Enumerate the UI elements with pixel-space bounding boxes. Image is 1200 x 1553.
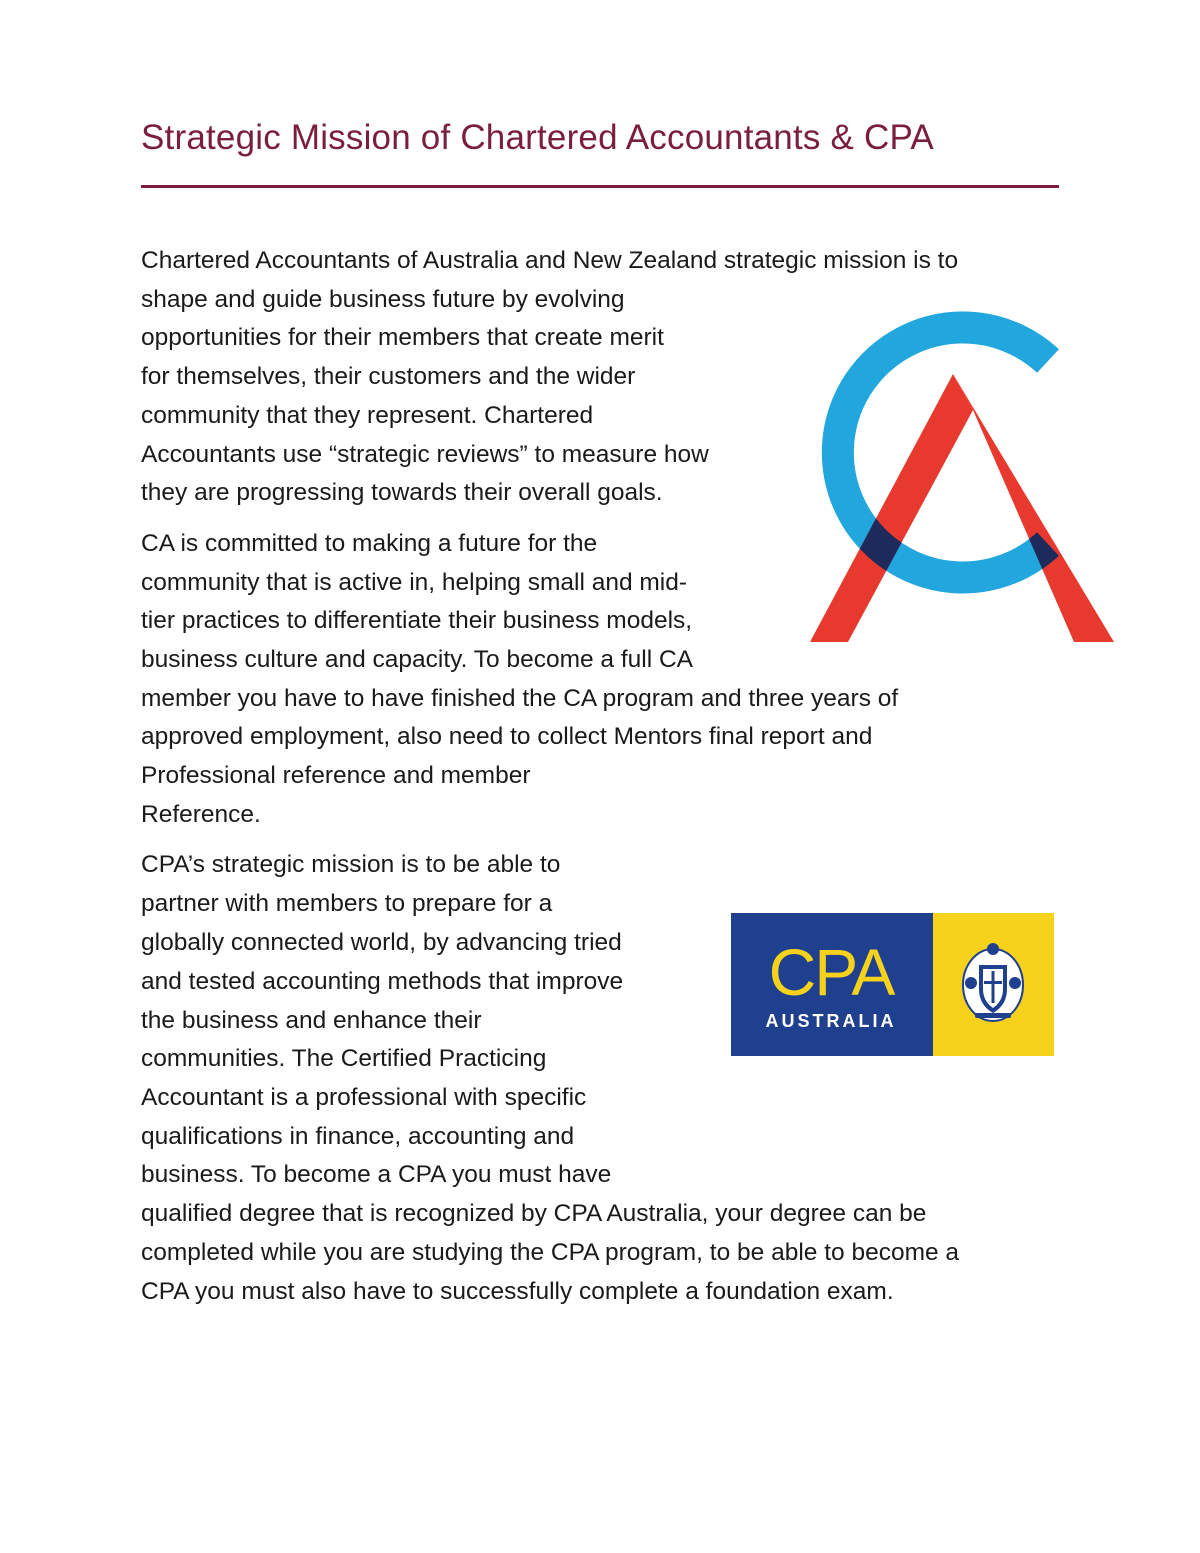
paragraph-line: shape and guide business future by evolving bbox=[141, 286, 625, 313]
cpa-logo-wordmark: CPA bbox=[768, 935, 894, 1009]
ca-logo-a-right-leg bbox=[953, 374, 1114, 642]
paragraph-line: they are progressing towards their overall goals. bbox=[141, 479, 663, 506]
paragraph-line: Accountants use “strategic reviews” to measure how bbox=[141, 441, 709, 468]
paragraph-line: the business and enhance their bbox=[141, 1007, 482, 1034]
cpa-logo-subtitle: AUSTRALIA bbox=[765, 1011, 897, 1031]
paragraph-line: Reference. bbox=[141, 801, 261, 828]
paragraph-line: communities. The Certified Practicing bbox=[141, 1045, 547, 1072]
paragraph-line: Chartered Accountants of Australia and New Zealand strategic mission is to bbox=[141, 247, 959, 274]
page-title: Strategic Mission of Chartered Accountants & CPA bbox=[141, 118, 934, 157]
paragraph-line: CPA you must also have to successfully complete a foundation exam. bbox=[141, 1278, 894, 1305]
paragraph-line: member you have to have finished the CA program and three years of bbox=[141, 685, 899, 712]
paragraph-line: community that they represent. Chartered bbox=[141, 402, 594, 429]
ca-logo bbox=[808, 298, 1138, 644]
paragraph-line: approved employment, also need to collect Mentors final report and bbox=[141, 723, 873, 750]
paragraph-line: opportunities for their members that create merit bbox=[141, 324, 664, 351]
paragraph-line: community that is active in, helping small and mid- bbox=[141, 569, 688, 596]
paragraph-line: completed while you are studying the CPA program, to be able to become a bbox=[141, 1239, 960, 1266]
paragraph-line: business culture and capacity. To become a full CA bbox=[141, 646, 694, 673]
title-divider bbox=[141, 185, 1059, 188]
paragraph-line: for themselves, their customers and the wider bbox=[141, 363, 636, 390]
paragraph-line: qualifications in finance, accounting and bbox=[141, 1123, 575, 1150]
paragraph-line: qualified degree that is recognized by CPA Australia, your degree can be bbox=[141, 1200, 927, 1227]
paragraph-line: CA is committed to making a future for the bbox=[141, 530, 598, 557]
paragraph-line: Professional reference and member bbox=[141, 762, 531, 789]
paragraph-line: and tested accounting methods that improve bbox=[141, 968, 624, 995]
paragraph-line: tier practices to differentiate their business models, bbox=[141, 607, 693, 634]
paragraph-line: globally connected world, by advancing tried bbox=[141, 929, 622, 956]
paragraph-line: CPA’s strategic mission is to be able to bbox=[141, 851, 561, 878]
paragraph-line: partner with members to prepare for a bbox=[141, 890, 553, 917]
cpa-australia-logo bbox=[731, 913, 1054, 1056]
paragraph-line: Accountant is a professional with specific bbox=[141, 1084, 587, 1111]
paragraph-line: business. To become a CPA you must have bbox=[141, 1161, 612, 1188]
